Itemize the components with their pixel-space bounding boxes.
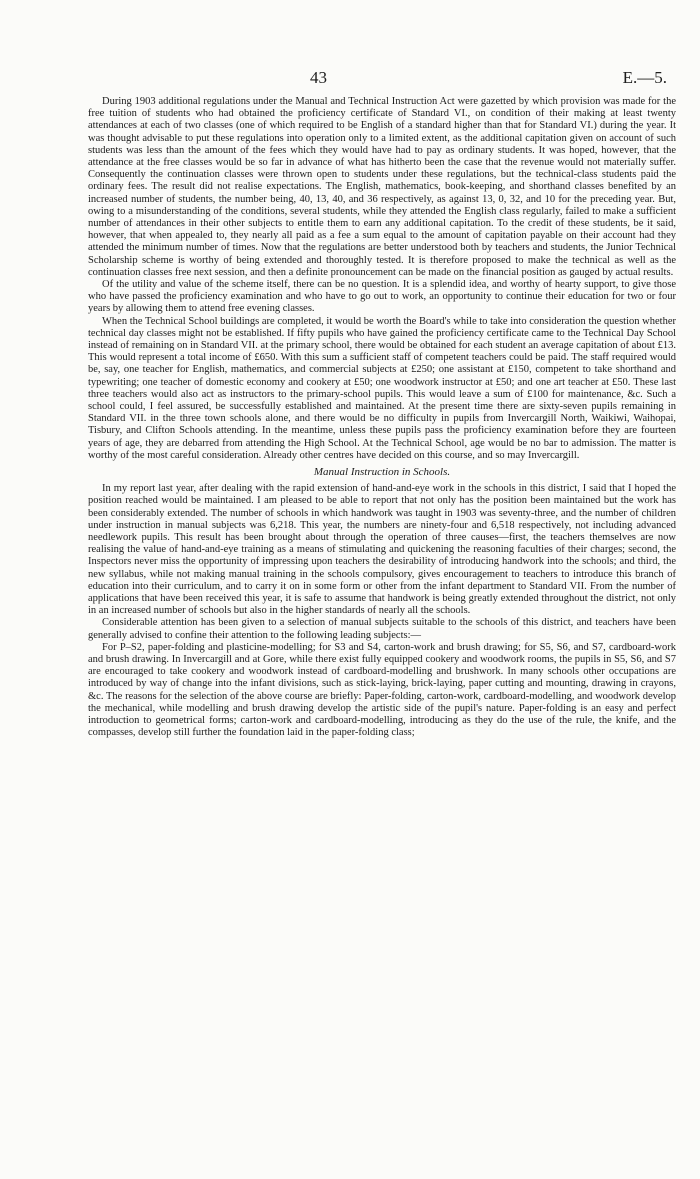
page-number: 43 bbox=[310, 68, 327, 87]
paragraph-subject-selection: Considerable attention has been given to a selection of manual subjects suitable to the schools of this district, and teachers have been generally advised to confine their attention to the following leading subjects:— bbox=[88, 617, 676, 641]
paragraph-subjects-by-standard: For P–S2, paper-folding and plasticine-modelling; for S3 and S4, carton-work and brush drawing; for S5, S6, and S7, cardboard-work and brush drawing. In Invercargill and at Gore, while there exist fully equipped cookery and woodwork rooms, the pupils in S5, S6, and S7 are encouraged to take cookery and woodwork instead of cardboard-modelling and brushwork. In many schools other occupations are introduced by way of change into the infant divisions, such as stick-laying, brick-laying, paper cutting and mounting, drawing in crayons, &c. The reasons for the selection of the above course are briefly: Paper-folding, carton-work, cardboard-modelling, and woodwork develop the mechanical, while modelling and brush drawing develop the artistic side of the pupil's nature. Paper-folding is an easy and perfect introduction to geometrical forms; carton-work and cardboard-modelling, introducing as they do the use of the rule, the knife, and the compasses, develop still further the foundation laid in the paper-folding class; bbox=[88, 641, 676, 739]
section-heading: Manual Instruction in Schools. bbox=[313, 466, 451, 479]
body-text bbox=[88, 96, 676, 739]
document-reference: E.—5. bbox=[622, 68, 667, 87]
paragraph-handwork-extension: In my report last year, after dealing with the rapid extension of hand-and-eye work in the schools in this district, I said that I hoped the position reached would be maintained. I am pleased to be able to report that not only has the position been maintained but the work has been considerably extended. The number of schools in which handwork was taught in 1903 was seventy-three, and the number of children under instruction in manual subjects was 6,218. This year, the numbers are ninety-four and 6,518 respectively, not including advanced needlework pupils. This result has been brought about through the operation of three causes—first, the teachers themselves are now realising the value of hand-and-eye training as a means of stimulating and quickening the reasoning faculties of their charges; second, the Inspectors never miss the opportunity of impressing upon teachers the desirability of introducing handwork into the schools; and third, the new syllabus, while not making manual training in the schools compulsory, gives encouragement to teachers to introduce this branch of education into their curriculum, and to carry it on in some form or other from the infant department to Standard VII. From the number of applications that have been received this year, it is safe to assume that handwork is being greatly extended throughout the district, not only in an increased number of schools but also in the higher standards of nearly all the schools. bbox=[88, 483, 676, 617]
paragraph-scheme-utility: Of the utility and value of the scheme itself, there can be no question. It is a splendid idea, and worthy of hearty support, to give those who have passed the proficiency examination and who have to go out to work, an opportunity to continue their education for two or four years by allowing them to attend free evening classes. bbox=[88, 279, 676, 315]
page-header bbox=[0, 60, 700, 90]
paragraph-free-tuition: During 1903 additional regulations under the Manual and Technical Instruction Act were gazetted by which provision was made for the free tuition of students who had obtained the proficiency certificate of Standard VI., on condition of their making at least twenty attendances at each of two classes (one of which required to be English of a standard higher than that for Standard VI.) during the year. It was thought advisable to put these regulations into operation only to a limited extent, as the additional capitation given on account of such students was less than the amount of the fees which they would have had to pay as ordinary students. It was hoped, however, that the attendance at the free classes would be so far in advance of what has hitherto been the case that the revenue would not materially suffer. Consequently the continuation classes were thrown open to students under these regulations, but the technical-class students paid the ordinary fees. The result did not realise expectations. The English, mathematics, book-keeping, and shorthand classes benefited by an increased number of students, the number being, 40, 13, 40, and 36 respectively, as against 13, 0, 32, and 10 for the preceding year. But, owing to a misunderstanding of the conditions, several students, while they attended the English class regularly, failed to make a sufficient number of attendances in their other subjects to entitle them to earn any additional capitation. To the credit of these students, be it said, however, that when appealed to, they nearly all paid as a fee a sum equal to the amount of capitation payable on their account had they attended the minimum number of times. Now that the regulations are better understood both by teachers and students, the Junior Technical Scholarship scheme is worthy of being extended and thoroughly tested. It is therefore proposed to make the technical as well as the continuation classes free next session, and then a definite pronouncement can be made on the financial position as gauged by actual results. bbox=[88, 96, 676, 278]
paragraph-technical-day-classes: When the Technical School buildings are completed, it would be worth the Board's while to take into consideration the question whether technical day classes might not be established. If fifty pupils who have gained the proficiency certificate came to the Technical Day School instead of remaining on in Standard VII. at the primary school, there would be obtained for each student an average capitation of about £13. This would represent a total income of £650. With this sum a sufficient staff of competent teachers could be paid. The staff required would be, say, one teacher for English, mathematics, and commercial subjects at £250; one assistant at £150, competent to take shorthand and typewriting; one teacher of domestic economy and cookery at £50; one woodwork instructor at £50; and one art teacher at £50. These last three teachers would also act as instructors to the primary-school pupils. This would leave a sum of £100 for maintenance, &c. Such a school could, I feel assured, be successfully established and maintained. At the present time there are sixty-seven pupils remaining in Standard VII. in the three town schools alone, and there would be no difficulty in pupils from Invercargill North, Waikiwi, Waihopai, Tisbury, and Clifton Schools attending. In the meantime, unless these pupils pass the proficiency examination before they are fourteen years of age, they are debarred from attending the High School. At the Technical School, age would be no bar to admission. The matter is worthy of the most careful consideration. Already other centres have decided on this course, and so may Invercargill. bbox=[88, 315, 676, 461]
